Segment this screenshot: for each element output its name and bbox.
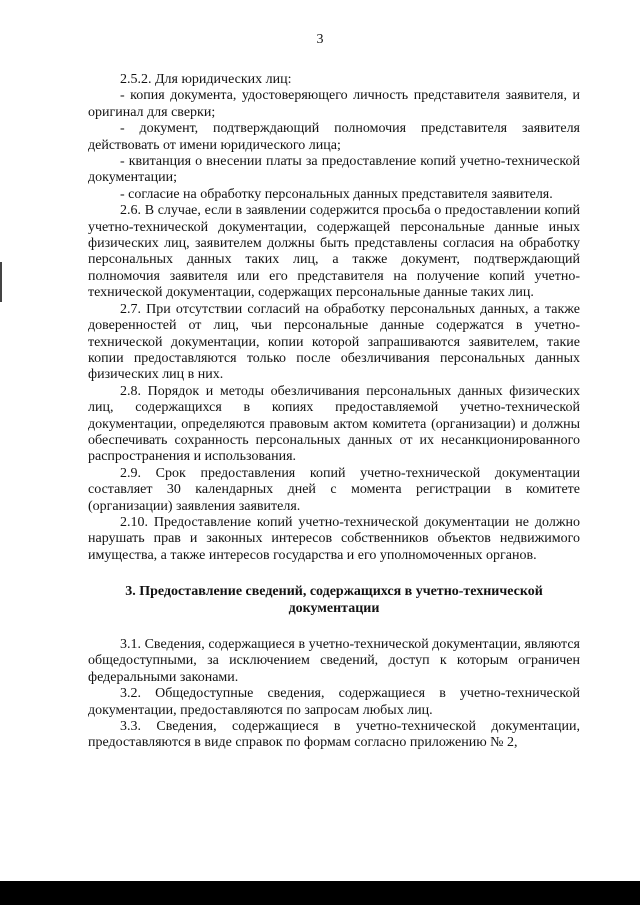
page-number: 3 <box>316 32 324 47</box>
scan-bottom-band <box>0 881 640 905</box>
paragraph-2-10: 2.10. Предоставление копий учетно-технической документации не должно нарушать прав и законных интересов собственников объектов недвижимого имущества, а также интересов государства и его уполномоченных органов. <box>88 514 580 563</box>
paragraph-2-8: 2.8. Порядок и методы обезличивания персональных данных физических лиц, содержащихся в копиях предоставляемой учетно-технической документации, определяются правовым актом комитета (организации) и должны обеспечивать сохранность персональных данных от их несанкционированного распространения и использования. <box>88 383 580 465</box>
list-item-dash: - квитанция о внесении платы за предоставление копий учетно-технической документации; <box>88 154 580 186</box>
paragraph-3-3: 3.3. Сведения, содержащиеся в учетно-технической документации, предоставляются в виде справок по формам согласно приложению № 2, <box>88 719 580 751</box>
paragraph-3-1: 3.1. Сведения, содержащиеся в учетно-технической документации, являются общедоступными, за исключением сведений, доступ к которым ограничен федеральными законами. <box>88 637 580 685</box>
list-item-dash: - копия документа, удостоверяющего личность представителя заявителя, и оригинал для сверки; <box>88 88 580 120</box>
paragraph-3-2: 3.2. Общедоступные сведения, содержащиеся в учетно-технической документации, предоставляются по запросам любых лиц. <box>88 686 580 718</box>
document-body <box>88 72 580 752</box>
paragraph-2-6: 2.6. В случае, если в заявлении содержится просьба о предоставлении копий учетно-технической документации, содержащей персональные данные иных физических лиц, заявителем должны быть представлены согласия на обработку персональных данных таких лиц, а также документ, подтверждающий полномочия заявителя или его представителя на получение копий учетно-технической документации, содержащих персональные данные таких лиц. <box>88 203 580 301</box>
section-heading-3: 3. Предоставление сведений, содержащихся в учетно-технической документации <box>125 584 543 616</box>
left-scan-mark <box>0 262 2 302</box>
paragraph-2-5-2: 2.5.2. Для юридических лиц: <box>120 72 292 87</box>
paragraph-2-7: 2.7. При отсутствии согласий на обработку персональных данных, а также доверенностей от лиц, чьи персональные данные содержатся в учетно-технической документации, копии которой запрашиваются заявителем, такие копии предоставляются только после обезличивания персональных данных физических лиц в них. <box>88 301 580 383</box>
list-item-dash: - согласие на обработку персональных данных представителя заявителя. <box>120 186 553 202</box>
list-item-dash: - документ, подтверждающий полномочия представителя заявителя действовать от имени юридического лица; <box>88 121 580 153</box>
paragraph-2-9: 2.9. Срок предоставления копий учетно-технической документации составляет 30 календарных дней с момента регистрации в комитете (организации) заявления заявителя. <box>88 465 580 514</box>
